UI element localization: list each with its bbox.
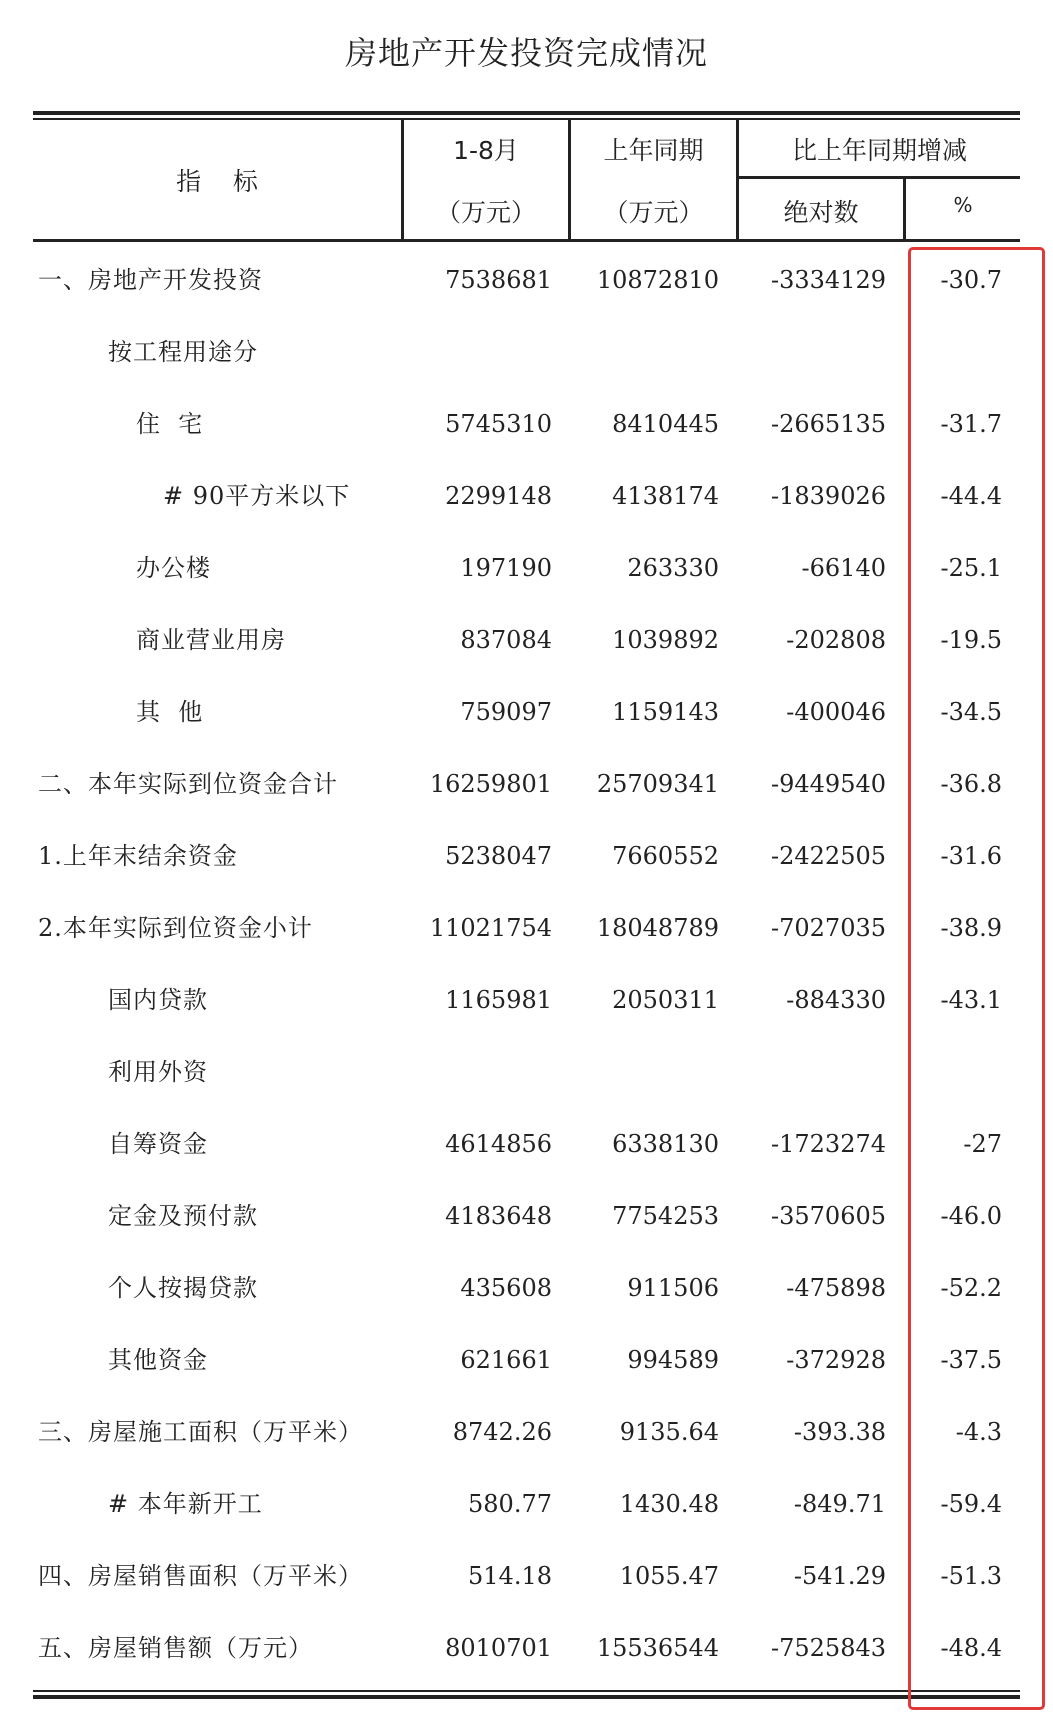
header-percent: %: [953, 193, 973, 217]
value-prior-year: 1055.47: [619, 1562, 719, 1590]
value-1-8-month: 5238047: [445, 842, 552, 870]
value-prior-year: 911506: [627, 1274, 719, 1302]
row-label: 住 宅: [136, 410, 204, 438]
value-1-8-month: 514.18: [468, 1562, 552, 1590]
value-absolute-change: -541.29: [793, 1562, 886, 1590]
value-absolute-change: -202808: [786, 626, 886, 654]
value-percent-change: -44.4: [940, 482, 1002, 510]
row-label: 其 他: [136, 698, 204, 726]
page-title: 房地产开发投资完成情况: [344, 34, 708, 72]
value-percent-change: -51.3: [940, 1562, 1002, 1590]
value-1-8-month: 7538681: [445, 266, 552, 294]
value-absolute-change: -2422505: [771, 842, 886, 870]
value-1-8-month: 4614856: [445, 1130, 552, 1158]
table-row: [0, 316, 1053, 388]
row-label: # 本年新开工: [108, 1490, 263, 1518]
header-absolute: 绝对数: [783, 198, 859, 227]
value-absolute-change: -7027035: [771, 914, 886, 942]
row-label: 国内贷款: [108, 986, 208, 1014]
value-percent-change: -46.0: [940, 1202, 1002, 1230]
value-prior-year: 9135.64: [619, 1418, 719, 1446]
table-row: [0, 1612, 1053, 1684]
value-absolute-change: -1723274: [771, 1130, 886, 1158]
value-prior-year: 8410445: [612, 410, 719, 438]
value-percent-change: -25.1: [940, 554, 1002, 582]
table-row: [0, 532, 1053, 604]
value-prior-year: 7754253: [612, 1202, 719, 1230]
value-prior-year: 18048789: [596, 914, 719, 942]
table-row: [0, 964, 1053, 1036]
value-1-8-month: 197190: [460, 554, 552, 582]
value-prior-year: 25709341: [596, 770, 719, 798]
row-label: 三、房屋施工面积（万平米）: [38, 1418, 363, 1446]
value-percent-change: -52.2: [940, 1274, 1002, 1302]
header-col2-top: 上年同期: [603, 136, 704, 165]
value-1-8-month: 759097: [460, 698, 552, 726]
value-1-8-month: 16259801: [429, 770, 552, 798]
table-row: [0, 1324, 1053, 1396]
subheader-rule: [738, 176, 1020, 179]
value-absolute-change: -3334129: [771, 266, 886, 294]
value-prior-year: 10872810: [596, 266, 719, 294]
value-prior-year: 1430.48: [619, 1490, 719, 1518]
value-absolute-change: -66140: [801, 554, 886, 582]
row-label: 自筹资金: [108, 1130, 208, 1158]
value-percent-change: -19.5: [940, 626, 1002, 654]
value-prior-year: [537, 1036, 719, 1108]
value-absolute-change: -884330: [786, 986, 886, 1014]
value-percent-change: -36.8: [940, 770, 1002, 798]
value-percent-change: -38.9: [940, 914, 1002, 942]
value-1-8-month: 5745310: [445, 410, 552, 438]
value-percent-change: -37.5: [940, 1346, 1002, 1374]
value-absolute-change: [706, 316, 886, 388]
value-absolute-change: [706, 1036, 886, 1108]
table-row: [0, 388, 1053, 460]
table-bottom-rule-thick: [33, 1695, 1020, 1699]
row-label: 一、房地产开发投资: [38, 266, 263, 294]
value-prior-year: [537, 316, 719, 388]
header-change-group: 比上年同期增减: [791, 136, 967, 165]
table-row: [0, 748, 1053, 820]
table-row: [0, 1468, 1053, 1540]
value-1-8-month: 4183648: [445, 1202, 552, 1230]
value-1-8-month: 8010701: [445, 1634, 552, 1662]
row-label: 按工程用途分: [108, 338, 258, 366]
table-row: [0, 820, 1053, 892]
value-absolute-change: -2665135: [771, 410, 886, 438]
value-1-8-month: 1165981: [445, 986, 552, 1014]
row-label: 利用外资: [108, 1058, 208, 1086]
table-row: [0, 1180, 1053, 1252]
percent-column-highlight: [908, 247, 1045, 1710]
row-label: 其他资金: [108, 1346, 208, 1374]
value-percent-change: -31.7: [940, 410, 1002, 438]
row-label: 定金及预付款: [108, 1202, 258, 1230]
value-1-8-month: 837084: [460, 626, 552, 654]
table-row: [0, 1108, 1053, 1180]
row-label: 商业营业用房: [136, 626, 286, 654]
value-prior-year: 994589: [627, 1346, 719, 1374]
table-top-rule-thin: [33, 118, 1020, 120]
row-label: # 90平方米以下: [163, 482, 351, 510]
value-prior-year: 2050311: [612, 986, 719, 1014]
value-1-8-month: 580.77: [468, 1490, 552, 1518]
value-1-8-month: [370, 1036, 552, 1108]
row-label: 二、本年实际到位资金合计: [38, 770, 338, 798]
table-top-rule-thick: [33, 111, 1020, 115]
value-1-8-month: 621661: [460, 1346, 552, 1374]
value-prior-year: 263330: [627, 554, 719, 582]
table-row: [0, 892, 1053, 964]
value-absolute-change: -393.38: [793, 1418, 886, 1446]
row-label: 个人按揭贷款: [108, 1274, 258, 1302]
table-row: [0, 1540, 1053, 1612]
value-absolute-change: -400046: [786, 698, 886, 726]
value-absolute-change: -849.71: [793, 1490, 886, 1518]
value-prior-year: 4138174: [612, 482, 719, 510]
value-absolute-change: -7525843: [771, 1634, 886, 1662]
value-absolute-change: -475898: [786, 1274, 886, 1302]
value-percent-change: -48.4: [940, 1634, 1002, 1662]
table-row: [0, 1036, 1053, 1108]
value-percent-change: -59.4: [940, 1490, 1002, 1518]
value-1-8-month: [370, 316, 552, 388]
value-prior-year: 15536544: [596, 1634, 719, 1662]
value-1-8-month: 8742.26: [452, 1418, 552, 1446]
header-indicator: 指 标: [176, 167, 258, 196]
table-row: [0, 1396, 1053, 1468]
row-label: 五、房屋销售额（万元）: [38, 1634, 313, 1662]
row-label: 办公楼: [136, 554, 211, 582]
value-percent-change: -4.3: [955, 1418, 1002, 1446]
table-row: [0, 460, 1053, 532]
value-absolute-change: -9449540: [771, 770, 886, 798]
table-row: [0, 676, 1053, 748]
value-absolute-change: -3570605: [771, 1202, 886, 1230]
row-label: 1.上年末结余资金: [38, 842, 238, 870]
value-prior-year: 1159143: [612, 698, 719, 726]
header-col1-top: 1-8月: [453, 136, 519, 165]
header-bottom-rule: [33, 239, 1020, 242]
value-prior-year: 7660552: [612, 842, 719, 870]
value-absolute-change: -1839026: [771, 482, 886, 510]
table-row: [0, 604, 1053, 676]
value-percent-change: -43.1: [940, 986, 1002, 1014]
value-absolute-change: -372928: [786, 1346, 886, 1374]
value-prior-year: 6338130: [612, 1130, 719, 1158]
table-row: [0, 244, 1053, 316]
header-col1-bottom: （万元）: [435, 198, 536, 227]
value-percent-change: -30.7: [940, 266, 1002, 294]
value-1-8-month: 2299148: [445, 482, 552, 510]
table-bottom-rule-thin: [33, 1690, 1020, 1692]
table-row: [0, 1252, 1053, 1324]
value-prior-year: 1039892: [612, 626, 719, 654]
value-1-8-month: 435608: [460, 1274, 552, 1302]
value-percent-change: -34.5: [940, 698, 1002, 726]
row-label: 2.本年实际到位资金小计: [38, 914, 313, 942]
value-percent-change: -27: [963, 1130, 1002, 1158]
value-percent-change: -31.6: [940, 842, 1002, 870]
value-1-8-month: 11021754: [429, 914, 552, 942]
header-col2-bottom: （万元）: [603, 198, 704, 227]
row-label: 四、房屋销售面积（万平米）: [38, 1562, 363, 1590]
